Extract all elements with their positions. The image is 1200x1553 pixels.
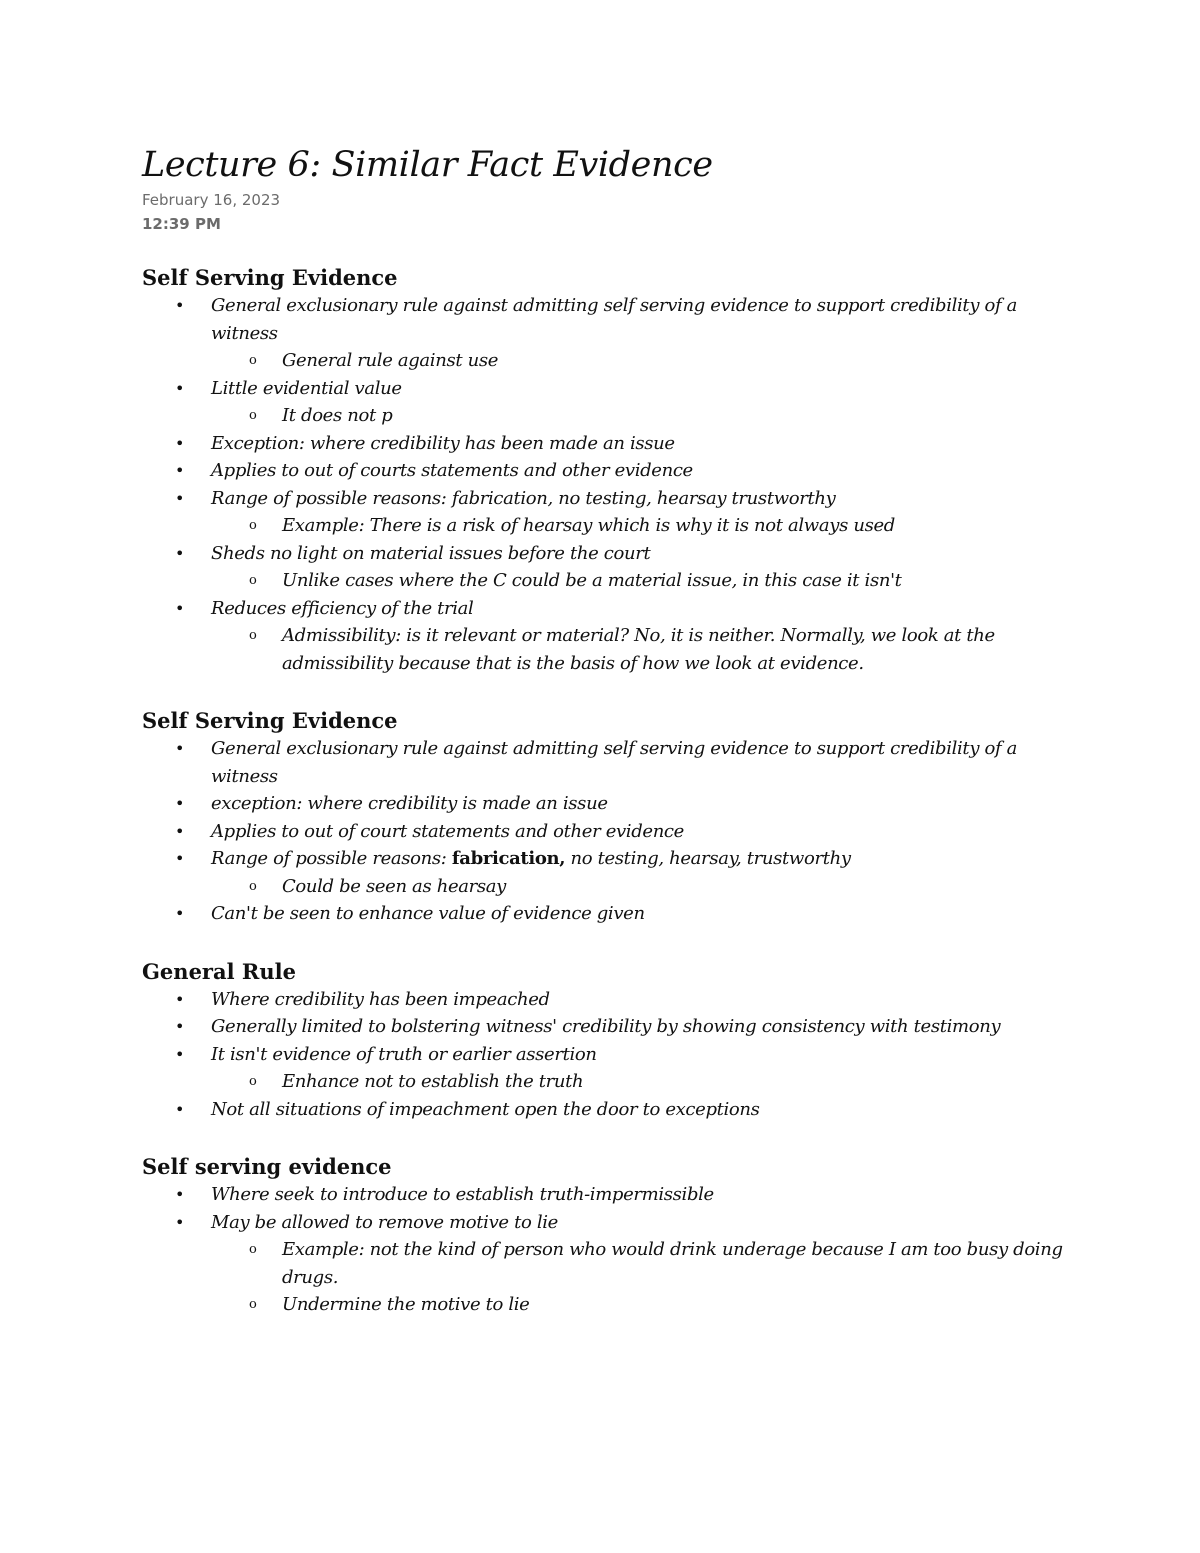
sub-list-item (211, 512, 1072, 540)
list-item-text: Reduces efficiency of the trial (211, 597, 474, 619)
list-item-text: Not all situations of impeachment open the door to exceptions (211, 1098, 760, 1120)
list-item-text: It isn't evidence of truth or earlier assertion (211, 1043, 597, 1065)
bullet-icon: • (175, 598, 185, 618)
bullet-list (142, 986, 1072, 1124)
list-item-text: Sheds no light on material issues before the court (211, 542, 651, 564)
list-item-text: Where credibility has been impeached (211, 988, 550, 1010)
section-heading: Self Serving Evidence (142, 708, 398, 733)
bullet-icon: • (175, 1212, 185, 1232)
section-heading: General Rule (142, 958, 296, 984)
sub-list-item-text: Undermine the motive to lie (282, 1294, 530, 1315)
list-item-text: Can't be seen to enhance value of evidence given (211, 903, 645, 924)
list-item-text: Generally limited to bolstering witness' credibility by showing consistency with testimony (211, 1016, 1001, 1037)
bullet-icon: • (175, 794, 185, 813)
circle-bullet-icon: o (249, 878, 257, 894)
sub-bullet-list (211, 402, 1072, 430)
bullet-icon: • (175, 904, 185, 923)
sub-bullet-list (211, 1068, 1072, 1096)
list-item-text-suffix: no testing, hearsay, trustworthy (565, 848, 851, 869)
list-item (142, 845, 1072, 900)
note-date: February 16, 2023 (142, 191, 281, 209)
circle-bullet-icon: o (249, 408, 257, 423)
section-self-serving-evidence-2 (142, 707, 1072, 928)
list-item-text-bold: fabrication, (451, 848, 566, 869)
bullet-list (142, 1181, 1072, 1319)
circle-bullet-icon: o (249, 1242, 257, 1257)
section-heading: Self Serving Evidence (142, 265, 398, 290)
section-self-serving-evidence-3 (142, 1153, 1072, 1319)
circle-bullet-icon: o (249, 518, 257, 533)
list-item-text: General exclusionary rule against admitting self serving evidence to support credibility of a witness (211, 295, 1018, 344)
bullet-icon: • (175, 989, 185, 1009)
list-item-text-prefix: Range of possible reasons: (211, 848, 452, 869)
sub-list-item-text: Enhance not to establish the truth (282, 1071, 584, 1092)
page-title: Lecture 6: Similar Fact Evidence (142, 145, 713, 185)
list-item (142, 1041, 1072, 1096)
sub-bullet-list (211, 622, 1072, 677)
list-item (142, 1013, 1072, 1041)
sub-list-item (211, 402, 1072, 430)
bullet-icon: • (175, 488, 185, 508)
bullet-icon: • (175, 1185, 185, 1204)
note-metadata (142, 188, 1072, 236)
note-page (142, 142, 1072, 1319)
section-self-serving-evidence-1 (142, 264, 1072, 677)
list-item-text: May be allowed to remove motive to lie (211, 1211, 558, 1233)
sub-list-item-text: Could be seen as hearsay (282, 875, 506, 897)
list-item (142, 375, 1072, 430)
note-time: 12:39 PM (142, 215, 221, 233)
list-item (142, 986, 1072, 1014)
list-item-text: Applies to out of courts statements and other evidence (211, 460, 693, 481)
list-item (142, 1181, 1072, 1209)
sub-list-item-text: General rule against use (282, 350, 499, 371)
circle-bullet-icon: o (249, 1074, 257, 1089)
bullet-icon: • (175, 461, 185, 480)
list-item (142, 292, 1072, 375)
list-item (142, 595, 1072, 678)
bullet-icon: • (175, 1017, 185, 1036)
sub-list-item-text: It does not p (282, 405, 393, 426)
section-heading: Self serving evidence (142, 1154, 392, 1179)
bullet-icon: • (175, 543, 185, 563)
circle-bullet-icon: o (249, 1297, 257, 1312)
sub-list-item (211, 873, 1072, 901)
list-item (142, 818, 1072, 846)
sub-bullet-list (211, 567, 1072, 595)
bullet-icon: • (175, 1099, 185, 1119)
circle-bullet-icon: o (249, 573, 257, 588)
sub-list-item-text: Unlike cases where the C could be a material issue, in this case it isn't (282, 570, 902, 591)
sub-list-item (211, 1291, 1072, 1319)
bullet-icon: • (175, 739, 185, 758)
list-item-text: General exclusionary rule against admitting self serving evidence to support credibility of a witness (211, 738, 1018, 787)
list-item (142, 1209, 1072, 1319)
sub-list-item-text: Example: not the kind of person who would drink underage because I am too busy doing drugs. (282, 1239, 1063, 1288)
bullet-icon: • (175, 1044, 185, 1064)
sub-list-item (211, 622, 1072, 677)
list-item (142, 540, 1072, 595)
sub-list-item (211, 567, 1072, 595)
list-item (142, 485, 1072, 540)
sub-list-item (211, 1236, 1072, 1291)
sub-list-item (211, 1068, 1072, 1096)
list-item-text: Exception: where credibility has been made an issue (211, 432, 675, 454)
list-item (142, 900, 1072, 928)
sub-bullet-list (211, 347, 1072, 375)
bullet-icon: • (175, 296, 185, 315)
sub-list-item-text: Example: There is a risk of hearsay which is why it is not always used (282, 515, 895, 536)
sub-bullet-list (211, 873, 1072, 901)
list-item (142, 430, 1072, 458)
sub-bullet-list (211, 512, 1072, 540)
bullet-list (142, 735, 1072, 928)
bullet-icon: • (175, 821, 185, 841)
bullet-icon: • (175, 433, 185, 453)
list-item-text: Range of possible reasons: fabrication, no testing, hearsay trustworthy (211, 487, 836, 509)
list-item-text: exception: where credibility is made an issue (211, 793, 608, 814)
circle-bullet-icon: o (249, 628, 257, 643)
sub-list-item (211, 347, 1072, 375)
list-item-text: Applies to out of court statements and other evidence (211, 820, 684, 842)
section-general-rule (142, 958, 1072, 1124)
list-item (142, 1096, 1072, 1124)
list-item (142, 735, 1072, 790)
list-item-text: Little evidential value (211, 377, 402, 399)
bullet-icon: • (175, 378, 185, 398)
bullet-list (142, 292, 1072, 677)
list-item (142, 790, 1072, 818)
sub-list-item-text: Admissibility: is it relevant or material? No, it is neither. Normally, we look at the admissibility because that is the basis of how we look at evidence. (282, 625, 995, 674)
sub-bullet-list (211, 1236, 1072, 1319)
list-item (142, 457, 1072, 485)
bullet-icon: • (175, 849, 185, 868)
circle-bullet-icon: o (249, 353, 257, 368)
list-item-text: Where seek to introduce to establish truth-impermissible (211, 1184, 714, 1205)
